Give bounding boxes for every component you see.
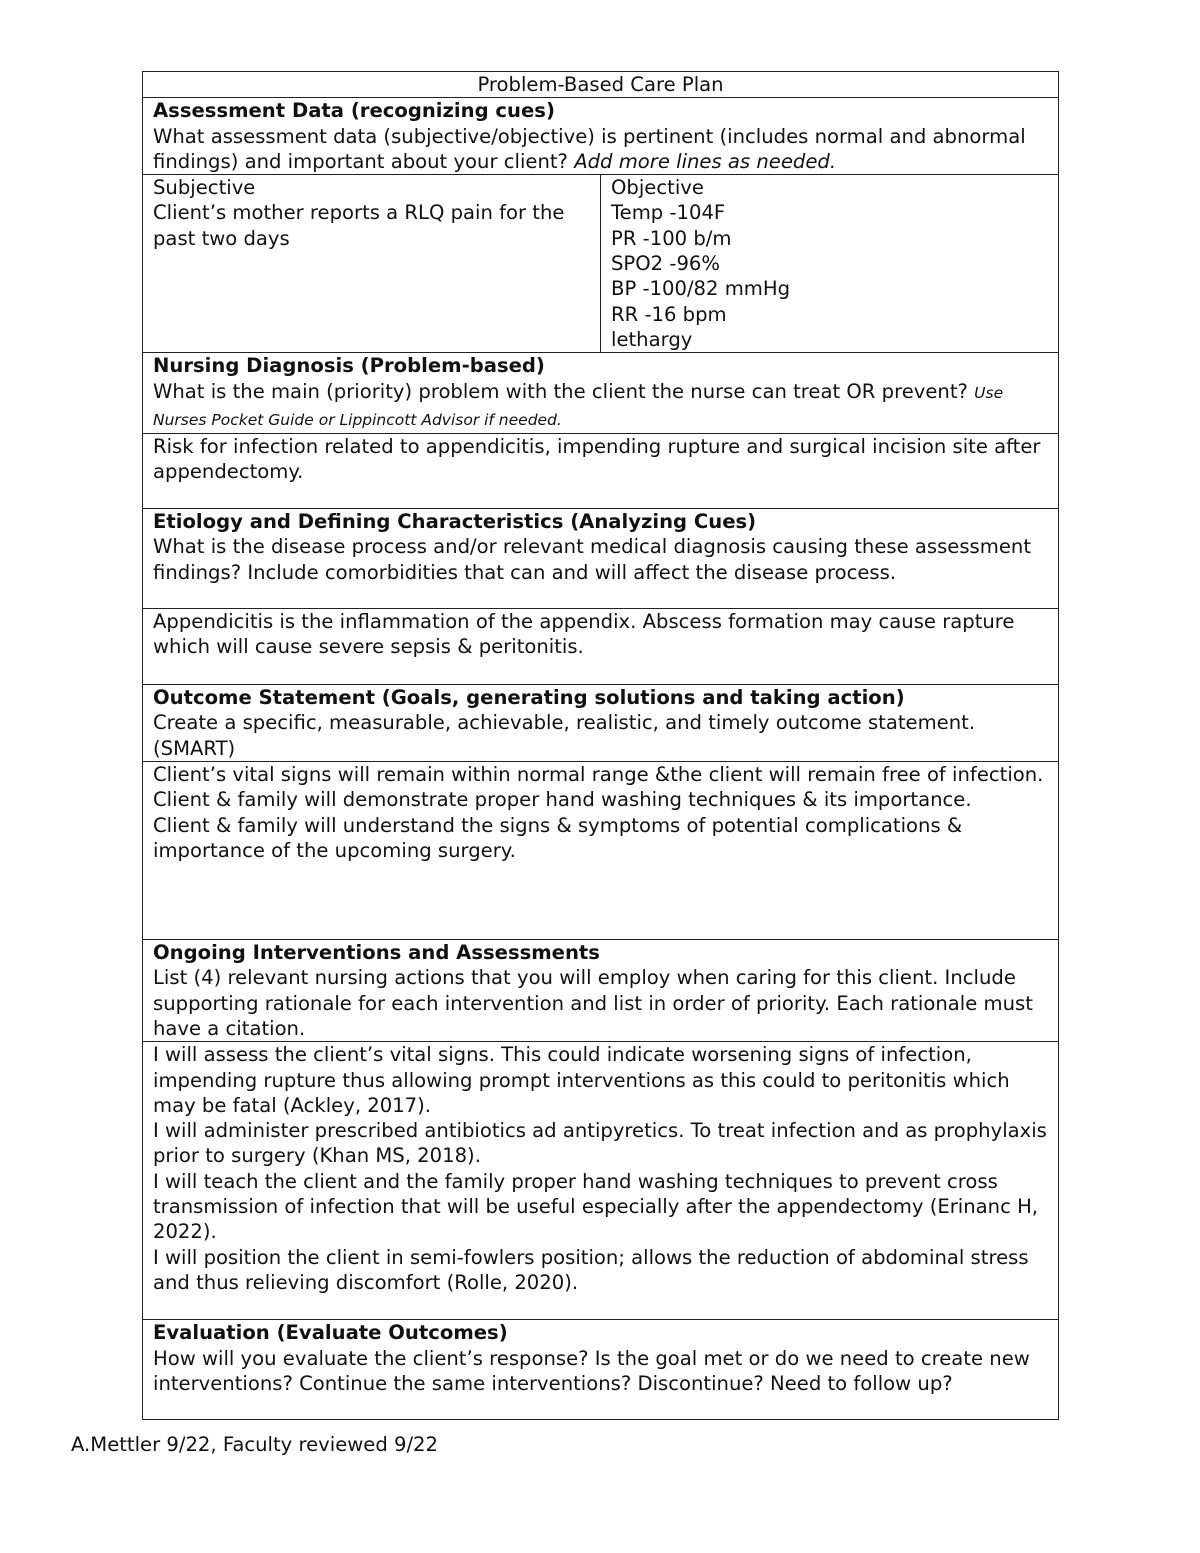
etiology-header-cell: [143, 509, 1059, 609]
diagnosis-answer-row: [143, 434, 1059, 509]
diagnosis-prompt-italic: Use Nurses Pocket Guide or Lippincott Advisor if needed.: [153, 383, 1004, 429]
objective-item: PR -100 b/m: [611, 226, 732, 250]
evaluation-heading: Evaluation (Evaluate Outcomes): [153, 1321, 508, 1345]
care-plan-title: Problem-Based Care Plan: [143, 72, 1059, 98]
outcome-prompt: Create a specific, measurable, achievable, realistic, and timely outcome statement. (SMART): [153, 711, 976, 760]
subjective-text: Client’s mother reports a RLQ pain for the past two days: [153, 201, 565, 250]
footer-note: A.Mettler 9/22, Faculty reviewed 9/22: [71, 1433, 438, 1456]
etiology-heading: Etiology and Defining Characteristics (Analyzing Cues): [153, 510, 757, 534]
interventions-answer-cell: [143, 1042, 1059, 1320]
outcome-header-cell: [143, 685, 1059, 762]
intervention-item: I will position the client in semi-fowlers position; allows the reduction of abdominal stress and thus relieving discomfort (Rolle, 2020).: [153, 1245, 1029, 1294]
intervention-item: I will assess the client’s vital signs. This could indicate worsening signs of infection, impending rupture thus allowing prompt interventions as this could to peritonitis which may be fatal (Ackley, 2017).: [153, 1043, 1010, 1117]
care-plan-table: [142, 71, 1059, 1420]
assessment-prompt-italic: Add more lines as needed.: [574, 149, 837, 173]
etiology-header-row: [143, 509, 1059, 609]
outcome-answer: Client’s vital signs will remain within normal range &the client will remain free of infection.: [153, 763, 1044, 787]
assessment-heading: Assessment Data (recognizing cues): [153, 99, 555, 123]
diagnosis-header-cell: [143, 353, 1059, 434]
diagnosis-prompt: What is the main (priority) problem with the client the nurse can treat OR prevent?: [153, 379, 968, 403]
diagnosis-answer: Risk for infection related to appendicitis, impending rupture and surgical incision site after appendectomy.: [143, 434, 1059, 509]
etiology-answer-row: [143, 609, 1059, 685]
etiology-answer: Appendicitis is the inflammation of the appendix. Abscess formation may cause rapture which will cause severe sepsis & peritonitis.: [143, 609, 1059, 685]
diagnosis-heading: Nursing Diagnosis (Problem-based): [153, 354, 545, 378]
subjective-cell: [143, 175, 601, 353]
outcome-answer: Client & family will demonstrate proper hand washing techniques & its importance.: [153, 788, 972, 812]
etiology-prompt: What is the disease process and/or relevant medical diagnosis causing these assessment findings? Include comorbidities that can and will affect the disease process.: [153, 535, 1031, 584]
interventions-prompt: List (4) relevant nursing actions that you will employ when caring for this client. Include supporting rationale for each intervention and list in order of priority. Each rationale must have a citation.: [153, 966, 1033, 1040]
intervention-item: I will administer prescribed antibiotics ad antipyretics. To treat infection and as prophylaxis prior to surgery (Khan MS, 2018).: [153, 1119, 1047, 1168]
objective-item: Temp -104F: [611, 201, 726, 225]
assessment-prompt: What assessment data (subjective/objective) is pertinent (includes normal and abnormal findings) and important about your client?: [153, 124, 1026, 173]
assessment-header-row: [143, 98, 1059, 175]
outcome-answer-cell: [143, 762, 1059, 940]
evaluation-header-row: [143, 1320, 1059, 1420]
objective-item: BP -100/82 mmHg: [611, 277, 791, 301]
assessment-data-row: [143, 175, 1059, 353]
interventions-heading: Ongoing Interventions and Assessments: [153, 941, 600, 965]
intervention-item: I will teach the client and the family proper hand washing techniques to prevent cross transmission of infection that will be useful especially after the appendectomy (Erinanc H, 2022).: [153, 1169, 1039, 1244]
evaluation-header-cell: [143, 1320, 1059, 1420]
outcome-answer-row: [143, 762, 1059, 940]
objective-item: RR -16 bpm: [611, 302, 727, 326]
objective-cell: [601, 175, 1059, 353]
objective-item: SPO2 -96%: [611, 252, 720, 276]
interventions-answer-row: [143, 1042, 1059, 1320]
interventions-header-cell: [143, 940, 1059, 1042]
outcome-answer: Client & family will understand the signs & symptoms of potential complications & importance of the upcoming surgery.: [153, 813, 963, 862]
assessment-header-cell: [143, 98, 1059, 175]
interventions-header-row: [143, 940, 1059, 1042]
evaluation-prompt: How will you evaluate the client’s response? Is the goal met or do we need to create new interventions? Continue the same interventions? Discontinue? Need to follow up?: [153, 1346, 1030, 1395]
objective-label: Objective: [611, 176, 704, 200]
title-row: [143, 72, 1059, 98]
diagnosis-header-row: [143, 353, 1059, 434]
objective-item: lethargy: [611, 327, 693, 351]
outcome-heading: Outcome Statement (Goals, generating solutions and taking action): [153, 686, 905, 710]
outcome-header-row: [143, 685, 1059, 762]
subjective-label: Subjective: [153, 176, 256, 200]
